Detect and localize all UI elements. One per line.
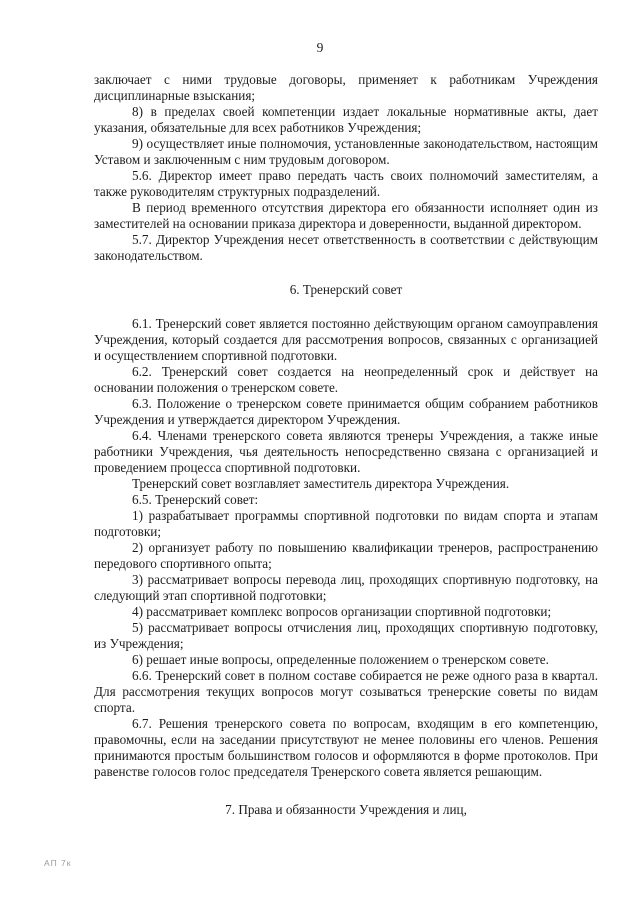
clause-5-7: 5.7. Директор Учреждения несет ответственность в соответствии с действующим законодательством. — [94, 232, 598, 263]
clause-5-6: 5.6. Директор имеет право передать часть своих полномочий заместителям, а также руководителям структурных подразделений. — [94, 168, 598, 199]
page-number: 9 — [316, 40, 324, 55]
clause-6-3: 6.3. Положение о тренерском совете принимается общим собранием работников Учреждения и утверждается директором Учреждения. — [94, 396, 598, 427]
clause-6-2: 6.2. Тренерский совет создается на неопределенный срок и действует на основании положения о тренерском совете. — [94, 364, 598, 395]
paragraph: Тренерский совет возглавляет заместитель директора Учреждения. — [132, 476, 510, 491]
clause-6-4: 6.4. Членами тренерского совета являются тренеры Учреждения, а также иные работники Учреждения, чья деятельность непосредственно связана с организацией и проведением процесса спортивной подготовки. — [94, 428, 598, 475]
section-heading-7: 7. Права и обязанности Учреждения и лиц, — [225, 802, 467, 817]
list-item: 4) рассматривает комплекс вопросов организации спортивной подготовки; — [132, 604, 552, 619]
section-heading-6: 6. Тренерский совет — [289, 282, 403, 297]
clause-6-6: 6.6. Тренерский совет в полном составе собирается не реже одного раза в квартал. Для рассмотрения текущих вопросов могут созываться тренерские советы по видам спорта. — [94, 668, 598, 715]
list-item: 8) в пределах своей компетенции издает локальные нормативные акты, дает указания, обязательные для всех работников Учреждения; — [94, 104, 598, 135]
list-item: 9) осуществляет иные полномочия, установленные законодательством, настоящим Уставом и заключенным с ним трудовым договором. — [94, 136, 598, 167]
clause-6-1: 6.1. Тренерский совет является постоянно действующим органом самоуправления Учреждения, который создается для рассмотрения вопросов, связанных с организацией и осуществлением спортивной подготовки. — [94, 316, 598, 363]
paragraph: заключает с ними трудовые договоры, применяет к работникам Учреждения дисциплинарные взыскания; — [94, 72, 598, 103]
list-item: 5) рассматривает вопросы отчисления лиц, проходящих спортивную подготовку, из Учреждения; — [94, 620, 598, 651]
paragraph: В период временного отсутствия директора его обязанности исполняет один из заместителей на основании приказа директора и доверенности, выданной директором. — [94, 200, 598, 231]
list-item: 6) решает иные вопросы, определенные положением о тренерском совете. — [132, 652, 549, 667]
list-item: 1) разрабатывает программы спортивной подготовки по видам спорта и этапам подготовки; — [94, 508, 598, 539]
list-item: 3) рассматривает вопросы перевода лиц, проходящих спортивную подготовку, на следующий этап спортивной подготовки; — [94, 572, 598, 603]
section-6-body — [94, 316, 598, 780]
clause-6-7: 6.7. Решения тренерского совета по вопросам, входящим в его компетенцию, правомочны, если на заседании присутствуют не менее половины его членов. Решения принимаются простым большинством голосов и оформляются в форме протоколов. При равенстве голосов голос председателя Тренерского совета является решающим. — [94, 716, 598, 779]
list-item: 2) организует работу по повышению квалификации тренеров, распространению передового спортивного опыта; — [94, 540, 598, 571]
footer-mark: АП 7к — [44, 858, 72, 868]
page-content — [94, 72, 598, 818]
clause-6-5: 6.5. Тренерский совет: — [132, 492, 259, 507]
